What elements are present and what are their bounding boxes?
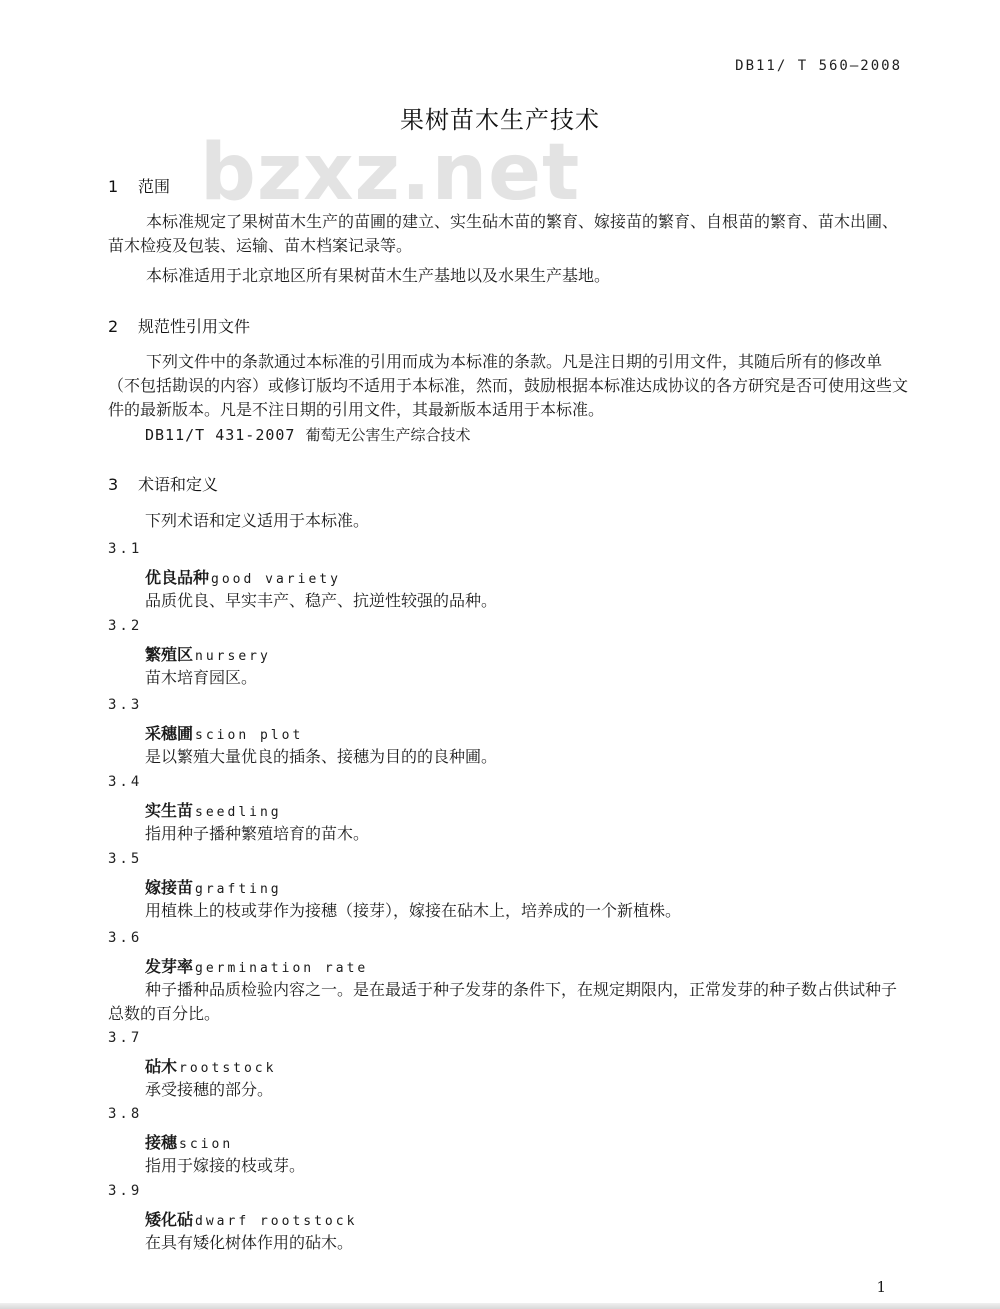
term-number: 3.9 (108, 1183, 143, 1199)
term-zh: 接穗 (145, 1133, 178, 1152)
term-number: 3.2 (108, 618, 143, 634)
watermark: bzxz.net (200, 128, 581, 218)
section-heading-text: 范围 (138, 177, 171, 196)
term-en: scion plot (195, 728, 304, 743)
scope-paragraph-2: 本标准适用于北京地区所有果树苗木生产基地以及水果生产基地。 (146, 266, 611, 285)
term-title (145, 1054, 276, 1077)
term-definition: 承受接穗的部分。 (145, 1080, 274, 1099)
page-title: 果树苗木生产技术 (400, 106, 600, 134)
section-heading-refs (108, 314, 250, 337)
section-heading-text: 术语和定义 (138, 475, 219, 494)
term-zh: 嫁接苗 (145, 878, 194, 897)
term-definition: 苗木培育园区。 (145, 668, 258, 687)
term-definition: 指用种子播种繁殖培育的苗木。 (145, 824, 370, 843)
reference-title: 葡萄无公害生产综合技术 (305, 426, 471, 444)
term-en: germination rate (195, 961, 369, 976)
term-title (145, 1130, 233, 1153)
terms-intro: 下列术语和定义适用于本标准。 (145, 511, 370, 530)
term-title (145, 798, 282, 821)
term-definition: 品质优良、早实丰产、稳产、抗逆性较强的品种。 (145, 591, 498, 610)
term-en: nursery (195, 649, 271, 664)
term-number: 3.6 (108, 930, 143, 946)
page-bottom-edge (0, 1303, 1000, 1309)
term-definition: 种子播种品质检验内容之一。是在最适于种子发芽的条件下，在规定期限内，正常发芽的种子数占供试种子总数的百分比。 (108, 980, 898, 1023)
term-en: dwarf rootstock (195, 1214, 358, 1229)
term-zh: 矮化砧 (145, 1210, 194, 1229)
term-zh: 实生苗 (145, 801, 194, 820)
section-heading-scope (108, 174, 170, 197)
term-title (145, 565, 341, 588)
standard-code: DB11/ T 560—2008 (735, 58, 902, 74)
term-number: 3.7 (108, 1030, 143, 1046)
term-en: rootstock (179, 1061, 277, 1076)
term-number: 3.3 (108, 697, 143, 713)
section-heading-terms (108, 472, 218, 495)
term-zh: 发芽率 (145, 957, 194, 976)
term-number: 3.8 (108, 1106, 143, 1122)
section-number: 2 (108, 317, 119, 336)
term-en: good variety (211, 572, 341, 587)
term-number: 3.4 (108, 774, 143, 790)
refs-paragraph: 下列文件中的条款通过本标准的引用而成为本标准的条款。凡是注日期的引用文件，其随后所有的修改单（不包括勘误的内容）或修订版均不适用于本标准，然而，鼓励根据本标准达成协议的各方研究是否可使用这些文件的最新版本。凡是不注日期的引用文件，其最新版本适用于本标准。 (108, 352, 909, 419)
term-zh: 采穗圃 (145, 724, 194, 743)
term-definition: 指用于嫁接的枝或芽。 (145, 1156, 306, 1175)
section-number: 1 (108, 177, 119, 196)
page-number: 1 (876, 1278, 886, 1296)
term-en: scion (179, 1137, 234, 1152)
term-number: 3.1 (108, 541, 143, 557)
term-title (145, 954, 368, 977)
reference-code: DB11/T 431-2007 (145, 426, 296, 444)
term-en: grafting (195, 882, 282, 897)
term-title (145, 875, 282, 898)
term-zh: 砧木 (145, 1057, 178, 1076)
term-definition: 在具有矮化树体作用的砧木。 (145, 1233, 354, 1252)
term-definition: 用植株上的枝或芽作为接穗（接芽），嫁接在砧木上，培养成的一个新植株。 (145, 901, 682, 920)
section-heading-text: 规范性引用文件 (138, 317, 251, 336)
term-title (145, 642, 271, 665)
term-en: seedling (195, 805, 282, 820)
section-number: 3 (108, 475, 119, 494)
scope-paragraph-1: 本标准规定了果树苗木生产的苗圃的建立、实生砧木苗的繁育、嫁接苗的繁育、自根苗的繁育、苗木出圃、苗木检疫及包装、运输、苗木档案记录等。 (108, 212, 899, 255)
term-number: 3.5 (108, 851, 143, 867)
term-title (145, 721, 303, 744)
reference-entry (145, 424, 471, 445)
term-zh: 繁殖区 (145, 645, 194, 664)
term-definition: 是以繁殖大量优良的插条、接穗为目的的良种圃。 (145, 747, 498, 766)
term-title (145, 1207, 357, 1230)
term-zh: 优良品种 (145, 568, 210, 587)
